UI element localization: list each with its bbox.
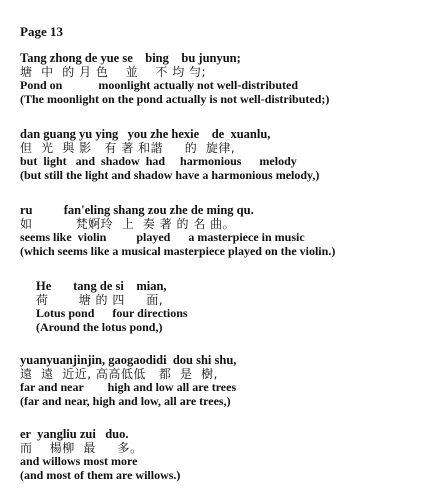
pinyin-line: ru fan'eling shang zou zhe de ming qu. bbox=[20, 203, 254, 217]
pinyin-line: Tang zhong de yue se bing bu junyun; bbox=[20, 51, 241, 65]
chinese-line: 但 光 與 影 有 著 和諧 的 旋律, bbox=[20, 140, 236, 155]
chinese-line: 遠 遠 近近, 高高低低 都 是 樹, bbox=[20, 366, 218, 381]
chinese-line: 荷 塘 的 四 面, bbox=[36, 292, 164, 307]
pinyin-line: He tang de si mian, bbox=[36, 279, 167, 293]
pinyin-line: dan guang yu ying you zhe hexie de xuanlu, bbox=[20, 127, 271, 141]
gloss-line: seems like violin played a masterpiece in music bbox=[20, 230, 305, 244]
gloss-line: Pond on moonlight actually not well-distributed bbox=[20, 78, 299, 92]
stanza-3 bbox=[20, 204, 415, 258]
stanza-6 bbox=[20, 428, 415, 482]
translation-line: (Around the lotus pond,) bbox=[36, 319, 163, 334]
translation-line: (The moonlight on the pond actually is not well-distributed;) bbox=[20, 91, 330, 106]
stanza-2 bbox=[20, 128, 415, 182]
chinese-line: 如 梵婀玲 上 奏 著 的 名 曲。 bbox=[20, 216, 236, 231]
stanza-5 bbox=[20, 354, 415, 408]
stanza-1 bbox=[20, 52, 415, 106]
gloss-line: Lotus pond four directions bbox=[36, 306, 188, 320]
gloss-line: and willows most more bbox=[20, 454, 138, 468]
translation-line: (far and near, high and low, all are trees,) bbox=[20, 393, 231, 408]
gloss-line: but light and shadow had harmonious melody bbox=[20, 154, 297, 168]
chinese-line: 塘 中 的 月 色 並 不 均 勻; bbox=[20, 64, 207, 79]
chinese-line: 而 楊柳 最 多。 bbox=[20, 440, 143, 455]
page-label: Page 13 bbox=[20, 24, 63, 39]
translation-line: (and most of them are willows.) bbox=[20, 467, 181, 482]
pinyin-line: er yangliu zui duo. bbox=[20, 427, 129, 441]
pinyin-line: yuanyuanjinjin, gaogaodidi dou shi shu, bbox=[20, 353, 237, 367]
translation-line: (but still the light and shadow have a harmonious melody,) bbox=[20, 167, 320, 182]
translation-line: (which seems like a musical masterpiece played on the violin.) bbox=[20, 243, 336, 258]
stanza-4 bbox=[36, 280, 416, 334]
gloss-line: far and near high and low all are trees bbox=[20, 380, 237, 394]
